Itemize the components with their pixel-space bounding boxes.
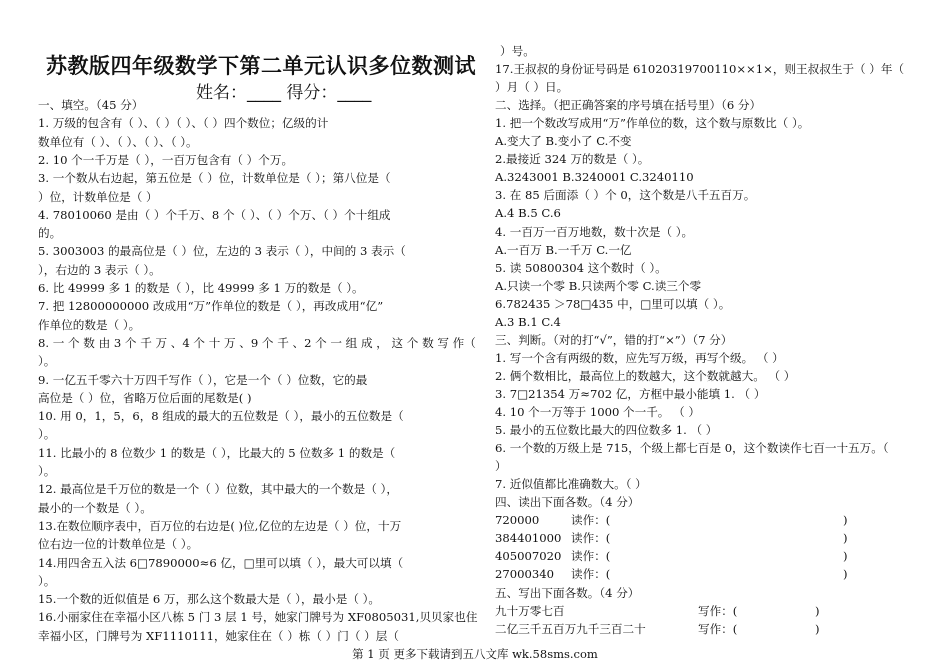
write-label: 写作：( [698, 621, 738, 636]
question-line: 幸福小区，门牌号为 XF1110111，她家住在（ ）栋（ ）门（ ）层（ [38, 628, 399, 643]
question-line: ）月（ ）日。 [495, 80, 569, 95]
question-line: 1. 万级的包含有（ ）、（ ）（ ）、（ ）四个数位；亿级的计 [38, 116, 329, 131]
question-line: 一、填空。（45 分） [38, 98, 144, 112]
question-line: 4. 10 个一万等于 1000 个一千。 （ ） [495, 405, 700, 419]
question-line: 6. 一个数的万级上是 715，个级上都七百是 0，这个数读作七百一十五万。（ [495, 441, 889, 456]
read-answer-close: ) [843, 567, 848, 582]
question-line: A.3243001 B.3240001 C.3240110 [495, 170, 694, 185]
question-line: ）。 [38, 427, 56, 442]
question-line: A.变大了 B.变小了 C.不变 [495, 134, 632, 149]
write-text: 二亿三千五百万九千三百二十 [495, 621, 646, 636]
question-line: 4. 78010060 是由（ ）个千万、8 个（ ）、（ ）个万、（ ）个十组成 [38, 207, 391, 222]
question-line: 13.在数位顺序表中，百万位的右边是( )位,亿位的左边是（ ）位，十万 [38, 518, 402, 533]
read-item-row [495, 531, 935, 545]
read-answer-close: ) [843, 513, 848, 528]
question-line: 三、判断。（对的打“√”，错的打“×”）（7 分） [495, 332, 733, 347]
question-line: 四、读出下面各数。（4 分） [495, 495, 640, 510]
question-line: 1. 把一个数改写成用“万”作单位的数，这个数与原数比（ ）。 [495, 116, 810, 131]
read-answer-close: ) [843, 531, 848, 546]
question-line: 5. 最小的五位数比最大的四位数多 1. （ ） [495, 423, 718, 438]
read-item-row [495, 513, 935, 527]
question-line: 16.小丽家住在幸福小区八栋 5 门 3 层 1 号，她家门牌号为 XF0805031,贝贝家也住 [38, 610, 478, 625]
write-label: 写作：( [698, 603, 738, 618]
read-number: 405007020 [495, 549, 562, 564]
read-label: 读作：( [571, 549, 611, 564]
question-line: A.只读一个零 B.只读两个零 C.读三个零 [495, 278, 702, 293]
write-answer-close: ) [815, 603, 820, 618]
question-line: 7. 把 12800000000 改成用“万”作单位的数是（ ），再改成用“亿” [38, 299, 384, 314]
write-item-row [495, 604, 935, 618]
question-line: 2.最接近 324 万的数是（ ）。 [495, 152, 650, 167]
read-label: 读作：( [571, 567, 611, 582]
question-line: 17.王叔叔的身份证号码是 61020319700110××1×，则王叔叔生于（ ）年（ [495, 62, 905, 77]
write-text: 九十万零七百 [495, 603, 565, 618]
question-line: 15.一个数的近似值是 6 万，那么这个数最大是（ ），最小是（ ）。 [38, 592, 380, 607]
question-line: 二、选择。（把正确答案的序号填在括号里）（6 分） [495, 98, 762, 113]
question-line: 6. 比 49999 多 1 的数是（ ），比 49999 多 1 万的数是（ ）。 [38, 281, 364, 295]
question-line: ）位，计数单位是（ ） [38, 189, 158, 204]
read-item-row [495, 567, 935, 581]
write-answer-close: ) [815, 621, 820, 636]
read-number: 27000340 [495, 567, 555, 582]
question-line: 5. 读 50800304 这个数时（ ）。 [495, 260, 667, 275]
question-line: 高位是（ ）位，省略万位后面的尾数是( ) [38, 390, 252, 405]
question-line: 4. 一百万一百万地数，数十次是（ ）。 [495, 224, 694, 239]
read-answer-close: ) [843, 549, 848, 564]
question-line: ）。 [38, 573, 56, 588]
section-heading-write: 五、写出下面各数。（4 分） [495, 585, 640, 600]
question-line: 作单位的数是（ ）。 [38, 317, 141, 332]
read-item-row [495, 549, 935, 563]
question-line: 数单位有（ ）、（ ）、（ ）、（ ）。 [38, 134, 198, 149]
question-line: 最小的一个数是（ ）。 [38, 500, 152, 515]
page-footer: 第 1 页 更多下载请到五八文库 wk.58sms.com [352, 647, 598, 661]
question-line: ）号。 [500, 44, 535, 58]
question-line: 11. 比最小的 8 位数少 1 的数是（ ），比最大的 5 位数多 1 的数是（ [38, 445, 396, 460]
question-line: 位右边一位的计数单位是（ ）。 [38, 537, 199, 552]
question-line: 2. 俩个数相比，最高位上的数越大，这个数就越大。 （ ） [495, 368, 796, 383]
question-line: 1. 写一个含有两级的数，应先写万级，再写个级。 （ ） [495, 350, 784, 365]
question-line: 3. 一个数从右边起，第五位是（ ）位，计数单位是（ ）；第八位是（ [38, 171, 391, 186]
question-line: A.4 B.5 C.6 [495, 206, 561, 221]
read-label: 读作：( [571, 513, 611, 528]
name-score-line: 姓名：____ 得分：____ [196, 83, 372, 103]
question-line: 3. 在 85 后面添（ ）个 0，这个数是八千五百万。 [495, 188, 756, 203]
write-item-row [495, 622, 935, 636]
question-line: 10. 用 0，1，5，6，8 组成的最大的五位数是（ ），最小的五位数是（ [38, 409, 404, 424]
question-line: 12. 最高位是千万位的数是一个（ ）位数，其中最大的一个数是（ ）， [38, 482, 398, 497]
question-line: 2. 10 个一千万是（ ），一百万包含有（ ）个万。 [38, 152, 294, 167]
question-line: ） [495, 459, 507, 474]
question-line: 9. 一亿五千零六十万四千写作（ ），它是一个（ ）位数，它的最 [38, 372, 368, 387]
question-line: ）。 [38, 464, 56, 478]
read-label: 读作：( [571, 531, 611, 546]
question-line: 3. 7□21354 万≈702 亿，方框中最小能填 1. （ ） [495, 386, 766, 401]
question-line: 的。 [38, 226, 62, 241]
question-line: 5. 3003003 的最高位是（ ）位，左边的 3 表示（ ），中间的 3 表示（ [38, 244, 406, 259]
read-number: 384401000 [495, 531, 562, 546]
question-line: 8. 一 个 数 由 3 个 千 万 、4 个 十 万 、9 个 千 、2 个 一 组 成 ， 这 个 数 写 作（ [38, 335, 476, 350]
question-line: ）。 [38, 354, 56, 369]
question-line: A.3 B.1 C.4 [495, 314, 561, 329]
page-title: 苏教版四年级数学下第二单元认识多位数测试 [46, 54, 476, 78]
question-line: ），右边的 3 表示（ ）。 [38, 262, 161, 277]
read-number: 720000 [495, 513, 540, 528]
question-line: A.一百万 B.一千万 C.一亿 [495, 242, 632, 257]
question-line: 14.用四舍五入法 6□7890000≈6 亿，□里可以填（ ），最大可以填（ [38, 555, 404, 570]
question-line: 6.782435 ＞78□435 中，□里可以填（ ）。 [495, 296, 731, 311]
question-line: 7. 近似值都比准确数大。（ ） [495, 477, 647, 492]
